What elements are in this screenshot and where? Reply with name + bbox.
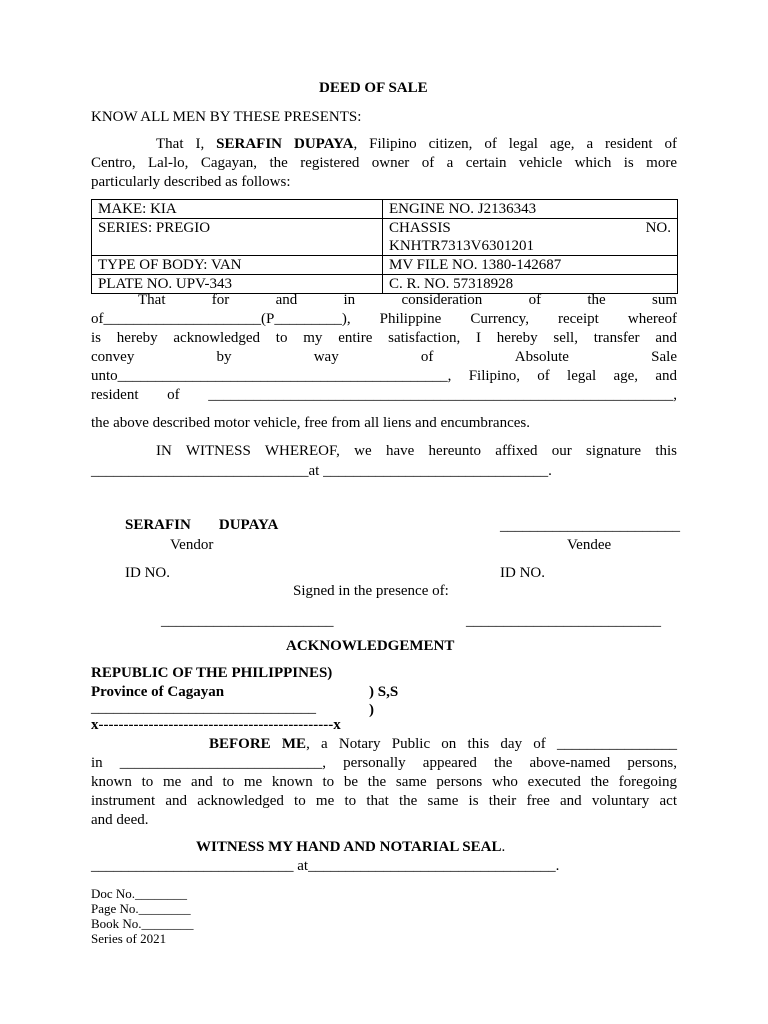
witness-hand-text: WITNESS MY HAND AND NOTARIAL SEAL: [196, 839, 502, 855]
vendor-first-name: SERAFIN: [125, 517, 191, 533]
witness-line2: _____________________________at ______________________________.: [91, 463, 552, 479]
body-type-cell: TYPE OF BODY: VAN: [92, 256, 383, 275]
plate-cell: PLATE NO. UPV-343: [92, 275, 383, 294]
vendee-label: Vendee: [567, 537, 612, 553]
book-no: Book No.________: [91, 916, 194, 931]
vendor-signature-name: [125, 516, 278, 535]
chassis-value: KNHTR7313V6301201: [389, 238, 534, 254]
para1-post: , Filipino citizen, of legal age, a resident of: [353, 136, 678, 152]
mv-file-cell: MV FILE NO. 1380-142687: [383, 256, 678, 275]
para1-pre: That I,: [156, 136, 217, 152]
signed-presence-text: Signed in the presence of:: [293, 583, 449, 599]
vendor-last-name: DUPAYA: [218, 517, 279, 533]
witness-signature-line-1: _______________________: [161, 613, 334, 629]
acknowledgement-heading: ACKNOWLEDGEMENT: [286, 638, 455, 654]
ack-line2: in ___________________________, personally appeared the above-named persons,: [91, 755, 677, 771]
vehicle-table: [91, 199, 678, 294]
doc-no: Doc No.________: [91, 886, 188, 901]
series-cell: SERIES: PREGIO: [92, 219, 383, 256]
para1-line2: Centro, Lal-lo, Cagayan, the registered owner of a certain vehicle which is more: [91, 155, 677, 171]
para2-line6: resident of ______________________________________________________________,: [91, 387, 677, 403]
make-cell: MAKE: KIA: [92, 200, 383, 219]
vendor-id-label: ID NO.: [125, 565, 170, 581]
venue-paren: ): [369, 702, 374, 718]
table-row: [92, 219, 678, 256]
ss-marker: ) S,S: [369, 684, 399, 700]
vendor-label: Vendor: [170, 537, 214, 553]
ack-line1: [209, 735, 677, 754]
witness-line1: IN WITNESS WHEREOF, we have hereunto affixed our signature this: [156, 443, 677, 459]
chassis-cell: [383, 219, 678, 256]
table-row: [92, 200, 678, 219]
para2-line2: of_____________________(P_________), Philippine Currency, receipt whereof: [91, 311, 677, 327]
ack-line5: and deed.: [91, 812, 149, 828]
cr-cell: C. R. NO. 57318928: [383, 275, 678, 294]
vendee-signature-line: ________________________: [500, 518, 680, 534]
para2-line4: convey by way of Absolute Sale: [91, 349, 677, 365]
province-line: Province of Cagayan: [91, 684, 225, 700]
para2-line3: is hereby acknowledged to my entire satisfaction, I hereby sell, transfer and: [91, 330, 677, 346]
para2-line1: That for and in consideration of the sum: [138, 292, 677, 308]
x-separator-line: x-----------------------------------------------x: [91, 717, 341, 733]
vendor-name: SERAFIN DUPAYA: [216, 136, 354, 152]
before-me: BEFORE ME: [209, 736, 307, 752]
series-year: Series of 2021: [91, 931, 167, 946]
venue-blank-line: ______________________________: [91, 700, 316, 716]
para2-line7: the above described motor vehicle, free from all liens and encumbrances.: [91, 415, 530, 431]
republic-line: REPUBLIC OF THE PHILIPPINES): [91, 665, 333, 681]
chassis-no-label: NO.: [645, 220, 671, 236]
para2-line5: unto____________________________________________, Filipino, of legal age, and: [91, 368, 677, 384]
ack-line3: known to me and to me known to be the same persons who executed the foregoing: [91, 774, 677, 790]
chassis-label: CHASSIS: [389, 220, 451, 236]
intro-line: KNOW ALL MEN BY THESE PRESENTS:: [91, 109, 362, 125]
table-row: [92, 256, 678, 275]
page-no: Page No.________: [91, 901, 191, 916]
vendee-id-label: ID NO.: [500, 565, 545, 581]
ack-line4: instrument and acknowledged to me to that the same is their free and voluntary act: [91, 793, 677, 809]
para1-line3: particularly described as follows:: [91, 174, 291, 190]
witness-hand-period: .: [501, 839, 506, 855]
witness-signature-line-2: __________________________: [466, 613, 661, 629]
ack-line1-post: , a Notary Public on this day of ________________: [306, 736, 677, 752]
para1-line1: [156, 135, 677, 154]
witness-hand-seal: [196, 838, 505, 857]
document-title: DEED OF SALE: [319, 80, 428, 96]
engine-cell: ENGINE NO. J2136343: [383, 200, 678, 219]
notary-date-line: ___________________________ at_________________________________.: [91, 858, 560, 874]
